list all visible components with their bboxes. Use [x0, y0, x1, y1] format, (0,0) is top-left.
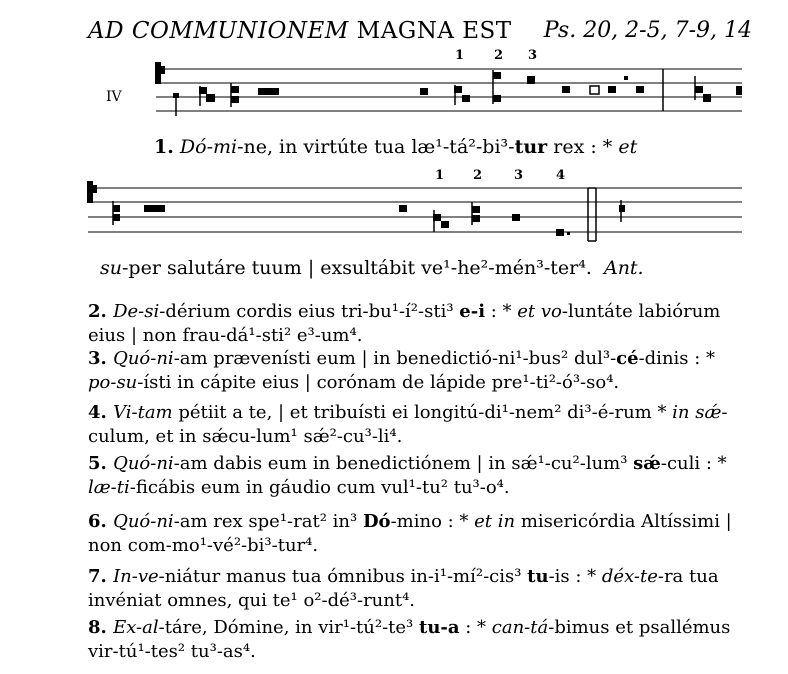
verse-text: -dérium cordis eius tri-bu¹-í²-sti³ [159, 301, 460, 322]
verse-text: po-su [88, 372, 138, 393]
verse-text: e-i [459, 301, 486, 322]
line2-antiphon: Ant. [603, 257, 644, 279]
verse-text: -niátur manus tua ómnibus in-i¹-mí²-cis³ [158, 566, 528, 587]
lyric-line-2 [100, 257, 644, 279]
line1-continue: et [618, 136, 638, 158]
verse-7 [88, 565, 748, 613]
staff1-number-1: 1 [455, 48, 465, 63]
line2-intonation: su [100, 257, 122, 279]
verse-text: tu-a [419, 617, 460, 638]
verse-text: -am dabis eum in benedictiónem | in sǽ¹-cu²-lum³ [173, 453, 634, 474]
verse-text: -is : * [548, 566, 602, 587]
line1-text: -ne, in virtúte tua læ¹-tá²-bi³- [237, 136, 515, 158]
verse-text: misericórdia Altíssimi | non com-mo¹-vé²-bi³-tur⁴. [88, 511, 732, 556]
title-regular: MAGNA EST [356, 18, 512, 44]
staff-1 [156, 69, 742, 111]
staff2-number-3: 3 [514, 168, 524, 183]
verse-text: : * [459, 617, 492, 638]
verse-text: Quó-ni [113, 511, 174, 532]
verse-text: tu [527, 566, 549, 587]
staff-2-clef-icon [87, 181, 97, 203]
verse-5 [88, 452, 748, 500]
verse-text: -culi : * [660, 453, 727, 474]
staff-1-clef-icon [155, 62, 165, 84]
verse-text: Ex-al [113, 617, 159, 638]
line2-text: -per salutáre tuum | exsultábit ve¹-he²-mén³-ter⁴. [122, 257, 592, 279]
verse-text: in sǽ [672, 402, 722, 423]
verse-4 [88, 401, 748, 449]
verse-text: -bimus et psallémus vir-tú¹-tes² tu³-as⁴. [88, 617, 731, 662]
verse-2 [88, 300, 748, 348]
lyric-line-1 [154, 136, 637, 158]
verse-text: Quó-ni [113, 348, 174, 369]
line1-number: 1. [154, 136, 174, 158]
verse-text: déx-te [601, 566, 658, 587]
verse-number: 4. [88, 402, 114, 423]
staff-2 [88, 188, 742, 232]
verse-text: Quó-ni [113, 453, 174, 474]
title-italic: AD COMMUNIONEM [88, 18, 349, 44]
verse-text: Dó [362, 511, 391, 532]
verse-text: læ-ti [88, 477, 130, 498]
verse-3 [88, 347, 748, 395]
verse-text: -luntáte labiórum eius | non frau-dá¹-sti² e³-um⁴. [88, 301, 721, 346]
verse-text: cé [616, 348, 639, 369]
verse-text: De-si [113, 301, 160, 322]
verse-text: et in [474, 511, 516, 532]
verse-number: 2. [88, 301, 114, 322]
line1-asterisk: * [596, 136, 619, 158]
verse-text: -culum, et in sǽcu-lum¹ sǽ²-cu³-li⁴. [88, 402, 728, 447]
verse-text: -ficábis eum in gáudio cum vul¹-tu² tu³-o⁴. [129, 477, 510, 498]
verse-text: -táre, Dómine, in vir¹-tú²-te³ [158, 617, 419, 638]
verse-8 [88, 616, 748, 664]
verse-text: -dinis : * [638, 348, 716, 369]
staff1-number-2: 2 [494, 48, 504, 63]
verse-6 [88, 510, 748, 558]
staff2-number-1: 1 [435, 168, 445, 183]
verse-text: -ra tua invéniat omnes, qui te¹ o²-dé³-runt⁴. [88, 566, 719, 611]
verse-text: -am prævenísti eum | in benedictió-ni¹-bus² dul³- [173, 348, 617, 369]
mode-label: IV [106, 89, 122, 105]
staff2-number-4: 4 [556, 168, 566, 183]
staff-2-neumes [113, 188, 625, 241]
line1-text-2: rex : [547, 136, 597, 158]
staff1-number-3: 3 [528, 48, 538, 63]
verse-text: -am rex spe¹-rat² in³ [173, 511, 363, 532]
line1-accent: tur [514, 136, 548, 158]
verse-number: 6. [88, 511, 114, 532]
verse-text: -mino : * [390, 511, 475, 532]
verse-text: pétiit a te, | et tribuísti ei longitú-di¹-nem² di³-é-rum * [172, 402, 673, 423]
verse-number: 8. [88, 617, 114, 638]
verse-text: -ísti in cápite eius | corónam de lápide pre¹-ti²-ó³-so⁴. [137, 372, 620, 393]
verse-text: : * [485, 301, 518, 322]
verse-text: In-ve [113, 566, 159, 587]
verse-text: et vo [517, 301, 562, 322]
line1-intonation: Dó-mi [179, 136, 238, 158]
verse-text: can-tá [491, 617, 549, 638]
verse-text: Vi-tam [113, 402, 173, 423]
staff-1-neumes [173, 69, 742, 116]
verse-number: 5. [88, 453, 114, 474]
psalm-reference: Ps. 20, 2-5, 7-9, 14 [543, 18, 752, 43]
verse-number: 7. [88, 566, 114, 587]
verse-number: 3. [88, 348, 114, 369]
verse-text: sǽ [633, 453, 661, 474]
staff2-number-2: 2 [473, 168, 483, 183]
